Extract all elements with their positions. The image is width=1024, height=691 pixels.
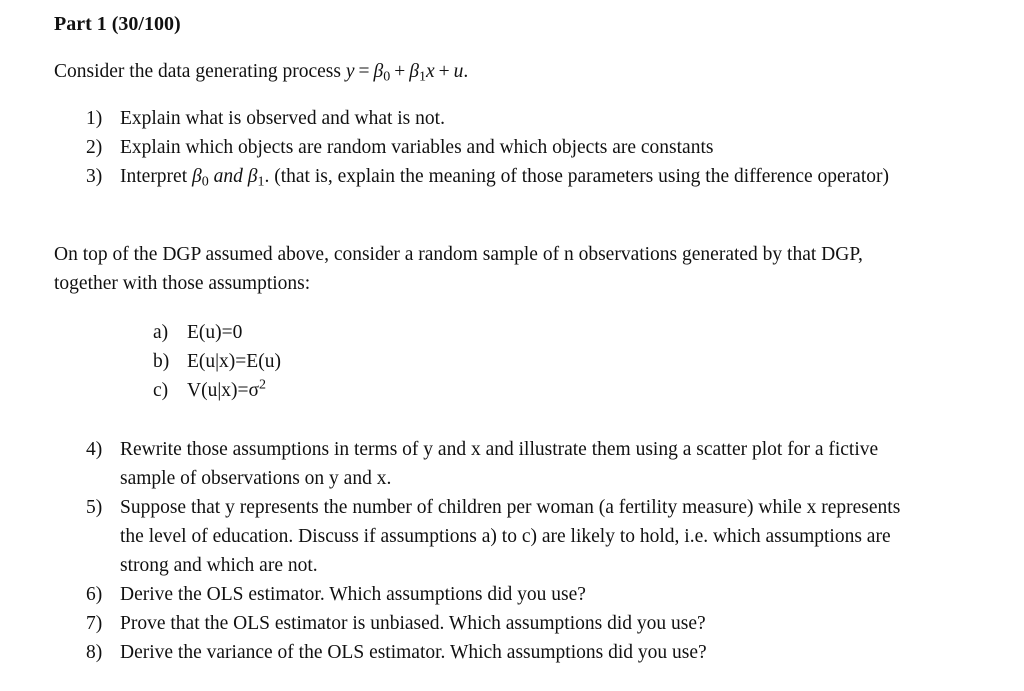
intro-text: Consider the data generating process — [54, 61, 341, 82]
list-item: 7) Prove that the OLS estimator is unbiased. Which assumptions did you use? — [86, 613, 706, 634]
page-title: Part 1 (30/100) — [54, 13, 181, 35]
list-item: 8) Derive the variance of the OLS estimator. Which assumptions did you use? — [86, 642, 707, 663]
list-item: 2) Explain which objects are random variables and which objects are constants — [86, 137, 714, 158]
list-item: 5) Suppose that y represents the number of children per woman (a fertility measure) while x represents the level of education. Discuss if assumptions a) to c) are likely to hold, i.e. which assumptions are strong and which are not. — [86, 497, 901, 576]
list-item: 1) Explain what is observed and what is not. — [86, 108, 445, 129]
question-list-2 — [86, 435, 926, 667]
list-item: 4) Rewrite those assumptions in terms of y and x and illustrate them using a scatter plot for a fictive sample of observations on y and x. — [86, 439, 879, 489]
list-item: 3) Interpret $\beta_0$ and $\beta_1$. (that is, explain the meaning of those parameters using the difference operator) — [86, 166, 889, 190]
sample-paragraph: On top of the DGP assumed above, consider a random sample of n observations generated by that DGP, together with those assumptions: — [54, 244, 863, 294]
list-item: 6) Derive the OLS estimator. Which assumptions did you use? — [86, 584, 586, 605]
list-item: c) $V(u|x)=\sigma^2$ — [153, 376, 266, 401]
list-item: b) E(u|x)=E(u) — [153, 351, 281, 372]
intro-paragraph — [54, 57, 984, 86]
list-item: a) E(u)=0 — [153, 322, 243, 343]
assumption-list — [153, 318, 553, 405]
question-list-1 — [86, 104, 926, 191]
dgp-equation: $y = \beta_0 + \beta_1x + u$. — [345, 61, 469, 85]
